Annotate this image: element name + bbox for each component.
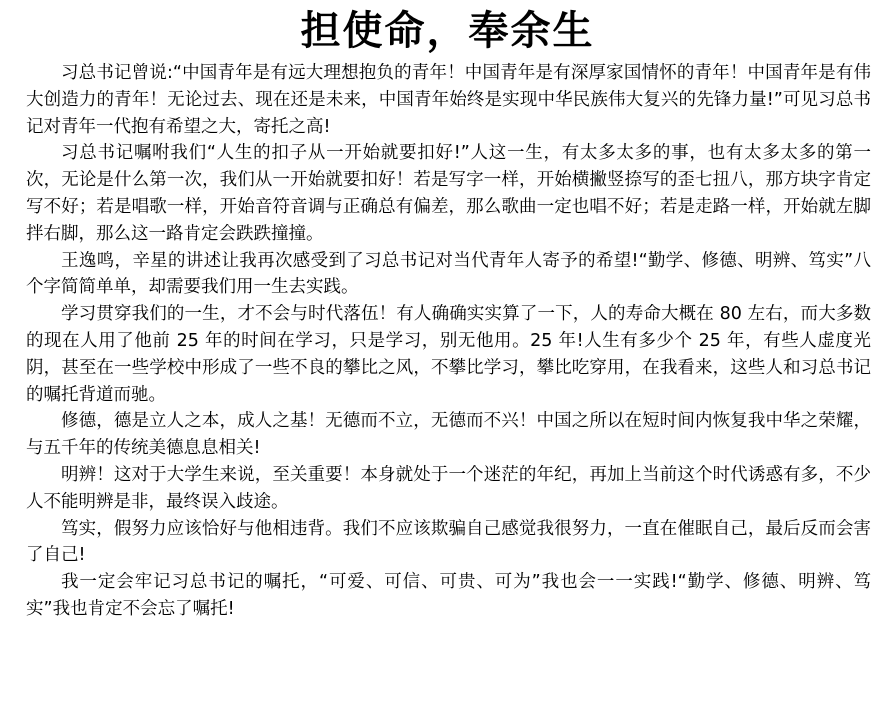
paragraph: 王逸鸣，辛星的讲述让我再次感受到了习总书记对当代青年人寄予的希望!“勤学、修德、明辨、笃实”八个字简简单单，却需要我们用一生去实践。 bbox=[26, 250, 871, 298]
paragraph: 我一定会牢记习总书记的嘱托，“可爱、可信、可贵、可为”我也会一一实践!“勤学、修德、明辨、笃实”我也肯定不会忘了嘱托! bbox=[26, 572, 871, 619]
paragraph: 学习贯穿我们的一生，才不会与时代落伍！有人确确实实算了一下，人的寿命大概在 80 左右，而大多数的现在人用了他前 25 年的时间在学习，只是学习，别无他用。25 年!人生有多少个 25 年，有些人虚度光阴，甚至在一些学校中形成了一些不良的攀比之风，不攀比学习，攀比吃穿用，在我看来，这些人和习总书记的嘱托背道而驰。 bbox=[26, 304, 871, 405]
paragraph: 修德，德是立人之本，成人之基！无德而不立，无德而不兴！中国之所以在短时间内恢复我中华之荣耀，与五千年的传统美德息息相关! bbox=[26, 411, 871, 459]
document-title: 担使命，奉余生 bbox=[300, 8, 595, 54]
paragraph: 习总书记曾说:“中国青年是有远大理想抱负的青年！中国青年是有深厚家国情怀的青年！中国青年是有伟大创造力的青年！无论过去、现在还是未来，中国青年始终是实现中华民族伟大复兴的先锋力量!”可见习总书记对青年一代抱有希望之大，寄托之高! bbox=[26, 63, 871, 137]
paragraph: 明辨！这对于大学生来说，至关重要！本身就处于一个迷茫的年纪，再加上当前这个时代诱惑有多，不少人不能明辨是非，最终误入歧途。 bbox=[26, 464, 871, 512]
paragraph: 笃实，假努力应该恰好与他相违背。我们不应该欺骗自己感觉我很努力，一直在催眠自己，最后反而会害了自己! bbox=[26, 518, 871, 566]
document-body bbox=[26, 60, 871, 623]
paragraph: 习总书记嘱咐我们“人生的扣子从一开始就要扣好!”人这一生，有太多太多的事，也有太多太多的第一次，无论是什么第一次，我们从一开始就要扣好！若是写字一样，开始横撇竖捺写的歪七扭八，那方块字肯定写不好；若是唱歌一样，开始音符音调与正确总有偏差，那么歌曲一定也唱不好；若是走路一样，开始就左脚拌右脚，那么这一路肯定会跌跌撞撞。 bbox=[26, 143, 871, 244]
